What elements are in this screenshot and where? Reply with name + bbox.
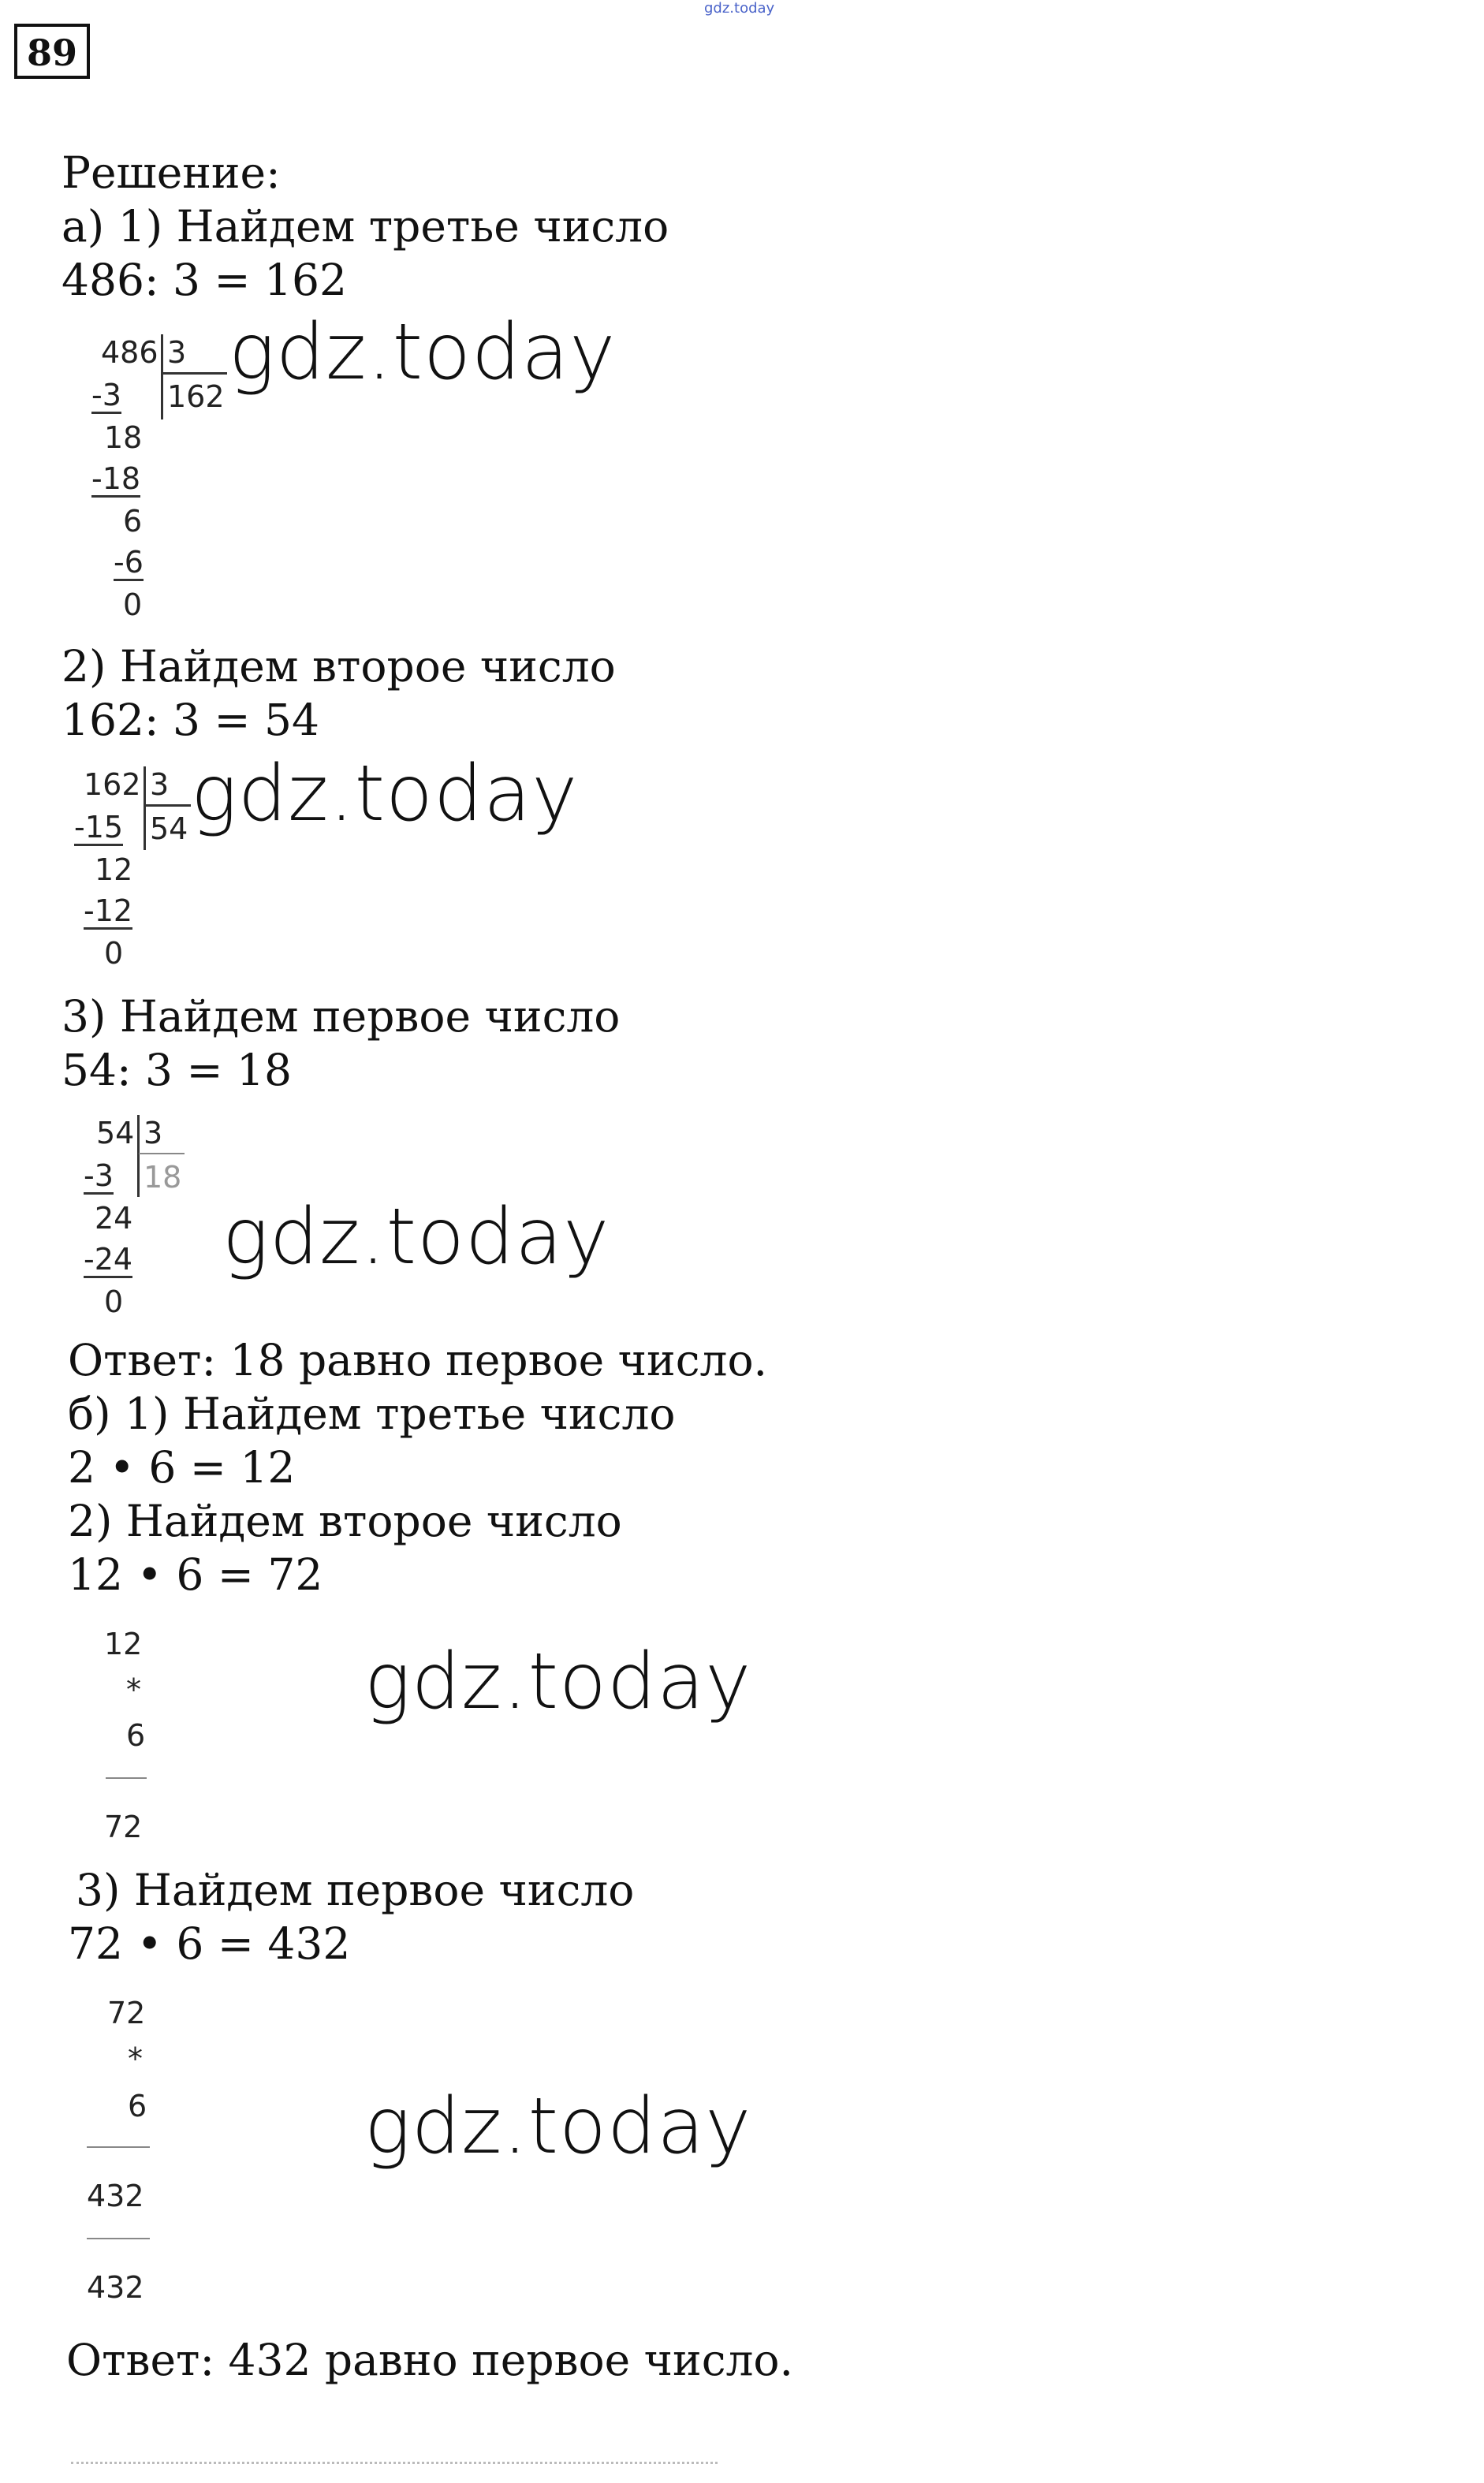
div3-line-2: -24: [84, 1242, 133, 1277]
top-watermark: gdz.today: [704, 0, 775, 17]
mul2-op: *: [128, 2041, 143, 2076]
a-step2-equation: 162: 3 = 54: [62, 695, 320, 745]
mul2-b: 6: [128, 2089, 147, 2123]
mul1-a: 12: [104, 1627, 143, 1661]
div1-divisor: 3: [167, 335, 187, 370]
mul1-line: [106, 1777, 147, 1779]
div1-vertical-line: [161, 334, 163, 419]
mul2-line-2: [87, 2238, 150, 2239]
b-step3-equation: 72 • 6 = 432: [68, 1918, 351, 1969]
div1-line-2: -18: [91, 461, 141, 496]
watermark-4: gdz.today: [364, 1637, 752, 1727]
div2-dividend: 162: [84, 767, 141, 802]
problem-number-box: [14, 24, 90, 79]
div1-line-4: -6: [114, 545, 144, 580]
bottom-divider: [71, 2462, 718, 2469]
b-answer: Ответ: 432 равно первое число.: [66, 2335, 794, 2385]
mul2-a: 72: [107, 1996, 146, 2030]
div1-line-5: 0: [123, 587, 143, 622]
div3-dividend: 54: [96, 1116, 135, 1150]
div3-line-3: 0: [104, 1284, 124, 1319]
div1-dividend: 486: [101, 335, 158, 370]
mul2-result: 432: [87, 2270, 144, 2305]
div3-line-0: -3: [84, 1158, 114, 1193]
b-step3-title: 3) Найдем первое число: [76, 1865, 635, 1915]
a-answer: Ответ: 18 равно первое число.: [68, 1335, 768, 1385]
div3-quotient: 18: [144, 1160, 182, 1195]
solution-heading: Решение:: [62, 147, 281, 198]
a-step1-equation: 486: 3 = 162: [62, 255, 348, 305]
b-step2-title: 2) Найдем второе число: [68, 1496, 622, 1546]
a-step3-equation: 54: 3 = 18: [62, 1045, 293, 1095]
div2-quotient: 54: [150, 811, 188, 846]
mul1-b: 6: [126, 1718, 146, 1753]
div2-line-3: 0: [104, 936, 124, 971]
div2-line-0: -15: [74, 810, 124, 844]
b-step1-title: б) 1) Найдем третье число: [68, 1389, 676, 1439]
problem-number: 89: [26, 32, 77, 74]
div2-divisor: 3: [150, 767, 170, 802]
mul1-op: *: [126, 1672, 141, 1707]
div1-line-3: 6: [123, 504, 143, 539]
a-step1-title: а) 1) Найдем третье число: [62, 201, 669, 252]
div2-quotient-line: [145, 804, 191, 807]
div2-line-2: -12: [84, 893, 133, 928]
watermark-2: gdz.today: [191, 749, 579, 839]
mul1-result: 72: [104, 1810, 143, 1844]
a-step2-title: 2) Найдем второе число: [62, 641, 616, 692]
watermark-5: gdz.today: [364, 2082, 752, 2172]
div2-vertical-line: [144, 766, 146, 850]
div1-quotient: 162: [167, 379, 225, 414]
div2-line-1: 12: [95, 852, 133, 887]
watermark-1: gdz.today: [229, 308, 617, 397]
div3-vertical-line: [137, 1115, 140, 1197]
div1-quotient-line: [162, 372, 227, 375]
watermark-3: gdz.today: [222, 1192, 610, 1282]
div1-line-0: -3: [91, 378, 121, 412]
a-step3-title: 3) Найдем первое число: [62, 991, 621, 1042]
div3-quotient-line: [139, 1153, 185, 1154]
b-step1-equation: 2 • 6 = 12: [68, 1442, 296, 1493]
b-step2-equation: 12 • 6 = 72: [68, 1549, 323, 1600]
mul2-line-1: [87, 2146, 150, 2148]
mul2-partial: 432: [87, 2179, 144, 2213]
div1-line-1: 18: [104, 420, 143, 455]
div3-line-1: 24: [95, 1201, 133, 1236]
div3-divisor: 3: [144, 1116, 163, 1150]
